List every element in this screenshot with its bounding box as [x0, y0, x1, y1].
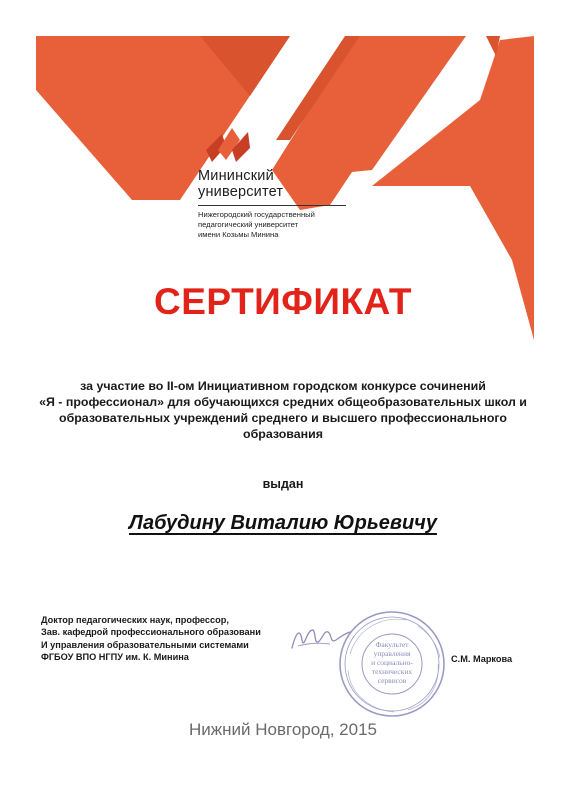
stamp-text — [354, 640, 430, 685]
university-subtitle-line: имени Козьмы Минина — [198, 230, 279, 239]
place-and-year: Нижний Новгород, 2015 — [188, 720, 377, 739]
issued-label: выдан — [262, 477, 304, 491]
signer-title-line: Доктор педагогических наук, профессор, — [41, 615, 229, 625]
stamp-text-line: технических — [371, 667, 413, 676]
stamp-text-line: и социально- — [371, 658, 413, 667]
certificate-purpose — [30, 378, 536, 442]
signer-title-line: ФГБОУ ВПО НГПУ им. К. Минина — [41, 652, 189, 663]
university-logo — [198, 168, 358, 240]
university-name — [198, 168, 358, 200]
signer-title-line: Зав. кафедрой профессионального образовани — [41, 627, 261, 638]
stamp-text-line: управления — [373, 649, 411, 658]
university-name-line: Мининский — [198, 168, 274, 184]
university-subtitle-line: Нижегородский государственный — [198, 210, 315, 219]
certificate-title: СЕРТИФИКАТ — [153, 281, 413, 322]
purpose-line: образовательных учреждений среднего и высшего профессионального — [59, 411, 507, 425]
university-subtitle — [198, 210, 358, 240]
recipient-name: Лабудину Виталию Юрьевичу — [129, 512, 437, 534]
purpose-line: образования — [243, 427, 323, 441]
university-subtitle-line: педагогический университет — [198, 220, 299, 229]
stamp-text-line: сервисов — [377, 676, 407, 685]
purpose-line: за участие во II-ом Инициативном городском конкурсе сочинений — [80, 379, 486, 393]
stamp-text-line: Факультет — [375, 640, 409, 649]
signer-title-line: И управления образовательными системами — [41, 639, 249, 650]
purpose-line: «Я - профессионал» для обучающихся средних общеобразовательных школ и — [39, 395, 527, 409]
signer-title — [41, 614, 271, 664]
signer-name: С.М. Маркова — [451, 654, 513, 664]
university-name-line: университет — [198, 184, 284, 200]
logo-divider — [198, 205, 346, 206]
